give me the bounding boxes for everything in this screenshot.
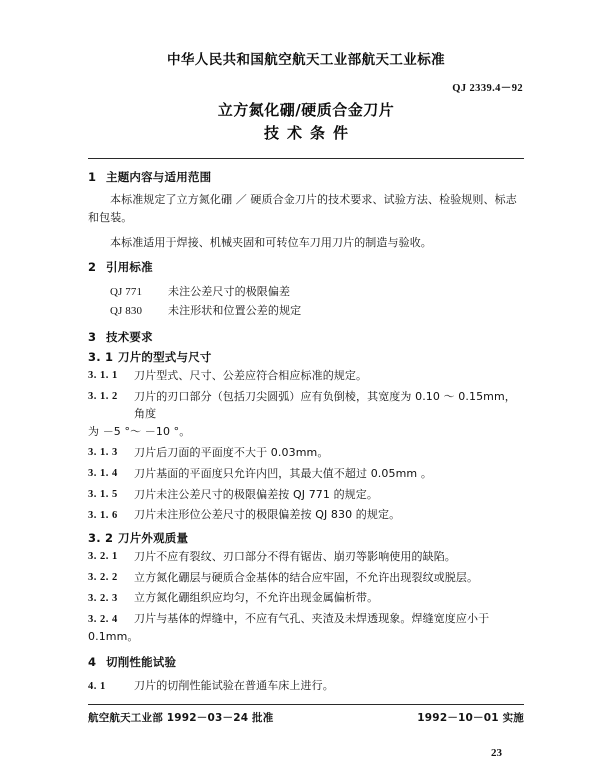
clause-3-2-2 bbox=[88, 569, 524, 587]
footer bbox=[88, 710, 524, 725]
section-3-number: 3 bbox=[88, 329, 97, 344]
clause-number: 3. 2. 1 bbox=[88, 551, 118, 563]
reference-title: 未注形状和位置公差的规定 bbox=[168, 303, 302, 317]
clause-number: 3. 2. 2 bbox=[88, 572, 118, 583]
clause-text: 刀片不应有裂纹、刃口部分不得有锯齿、崩刃等影响使用的缺陷。 bbox=[134, 549, 456, 563]
document-subtitle: 技术条件 bbox=[263, 123, 356, 142]
section-1-title: 主题内容与适用范围 bbox=[106, 170, 212, 185]
section-3-2-heading bbox=[88, 533, 524, 545]
section-3-1-number: 3. 1 bbox=[88, 350, 114, 365]
header-divider bbox=[88, 158, 524, 159]
clause-text: 立方氮化硼层与硬质合金基体的结合应牢固，不允许出现裂纹或脱层。 bbox=[134, 570, 479, 584]
clause-text-overflow: 为 －5 °～ －10 °。 bbox=[88, 425, 191, 439]
section-1-paragraph-2: 本标准适用于焊接、机械夹固和可转位车刀用刀片的制造与验收。 bbox=[110, 235, 432, 249]
clause-number: 3. 1. 4 bbox=[88, 468, 118, 480]
section-1-number: 1 bbox=[88, 170, 97, 185]
clause-3-1-2 bbox=[88, 388, 524, 441]
clause-number: 4. 1 bbox=[88, 680, 106, 692]
clause-number: 3. 1. 5 bbox=[88, 489, 118, 501]
section-2-heading bbox=[88, 262, 524, 274]
document-body bbox=[88, 172, 524, 695]
referenced-standards-list bbox=[88, 283, 524, 321]
standard-number: QJ 2339.4－92 bbox=[452, 83, 523, 95]
clause-3-1-3 bbox=[88, 444, 524, 462]
clause-text-line-1: 刀片与基体的焊缝中，不应有气孔、夹渣及未焊透现象。焊缝宽度应小于 bbox=[134, 612, 490, 626]
section-3-2-number: 3. 2 bbox=[88, 531, 114, 546]
section-1-paragraph-1: 本标准规定了立方氮化硼 ／ 硬质合金刀片的技术要求、试验方法、检验规则、标志 bbox=[110, 192, 517, 206]
clause-text: 刀片未注形位公差尺寸的极限偏差按 QJ 830 的规定。 bbox=[134, 508, 401, 522]
clause-number: 3. 1. 3 bbox=[88, 447, 118, 459]
clause-3-2-1 bbox=[88, 548, 524, 566]
reference-code: QJ 830 bbox=[110, 304, 143, 317]
section-4-number: 4 bbox=[88, 654, 97, 669]
section-1-heading bbox=[88, 172, 524, 184]
section-3-title: 技术要求 bbox=[106, 329, 153, 344]
clause-4-1 bbox=[88, 677, 524, 695]
clause-text: 刀片型式、尺寸、公差应符合相应标准的规定。 bbox=[134, 368, 368, 382]
clause-number: 3. 2. 4 bbox=[88, 613, 118, 625]
list-item bbox=[110, 283, 524, 302]
section-4-heading bbox=[88, 654, 524, 669]
section-2-title: 引用标准 bbox=[106, 260, 153, 275]
clause-text: 刀片未注公差尺寸的极限偏差按 QJ 771 的规定。 bbox=[134, 487, 378, 501]
masthead-title: 中华人民共和国航空航天工业部航天工业标准 bbox=[167, 52, 445, 68]
page-number: 23 bbox=[491, 747, 502, 760]
section-3-1-title: 刀片的型式与尺寸 bbox=[118, 350, 212, 365]
reference-code: QJ 771 bbox=[110, 285, 143, 298]
clause-number: 3. 2. 3 bbox=[88, 592, 118, 604]
approval-statement: 航空航天工业部 1992－03－24 批准 bbox=[88, 712, 274, 725]
reference-title: 未注公差尺寸的极限偏差 bbox=[168, 284, 291, 298]
clause-text: 刀片后刀面的平面度不大于 0.03mm。 bbox=[134, 445, 329, 459]
implementation-statement: 1992－10－01 实施 bbox=[417, 712, 524, 725]
clause-3-1-4 bbox=[88, 465, 524, 483]
clause-number: 3. 1. 2 bbox=[88, 391, 118, 402]
list-item bbox=[110, 302, 524, 321]
clause-text: 刀片的切削性能试验在普通车床上进行。 bbox=[134, 679, 334, 693]
clause-text: 立方氮化硼组织应均匀，不允许出现金属偏析带。 bbox=[134, 591, 379, 605]
footer-divider bbox=[88, 704, 524, 705]
section-2-number: 2 bbox=[88, 260, 97, 275]
clause-text-overflow: 0.1mm。 bbox=[88, 629, 139, 643]
clause-number: 3. 1. 6 bbox=[88, 509, 118, 521]
clause-text: 刀片基面的平面度只允许内凹，其最大值不超过 0.05mm 。 bbox=[134, 466, 432, 480]
clause-3-1-6 bbox=[88, 506, 524, 524]
clause-3-1-5 bbox=[88, 486, 524, 504]
document-title: 立方氮化硼/硬质合金刀片 bbox=[217, 101, 395, 120]
clause-3-1-1 bbox=[88, 367, 524, 385]
clause-number: 3. 1. 1 bbox=[88, 370, 118, 382]
section-1-paragraph-1-continued: 和包装。 bbox=[88, 210, 133, 224]
clause-text-line-1: 刀片的刃口部分（包括刀尖圆弧）应有负倒棱，其宽度为 0.10 ～ 0.15mm，角度 bbox=[134, 389, 516, 421]
clause-3-2-4 bbox=[88, 610, 524, 646]
clause-3-2-3 bbox=[88, 589, 524, 607]
page-content bbox=[88, 0, 524, 759]
section-3-2-title: 刀片外观质量 bbox=[118, 531, 189, 546]
section-3-heading bbox=[88, 329, 524, 344]
section-3-1-heading bbox=[88, 352, 524, 364]
section-4-title: 切削性能试验 bbox=[106, 654, 177, 669]
